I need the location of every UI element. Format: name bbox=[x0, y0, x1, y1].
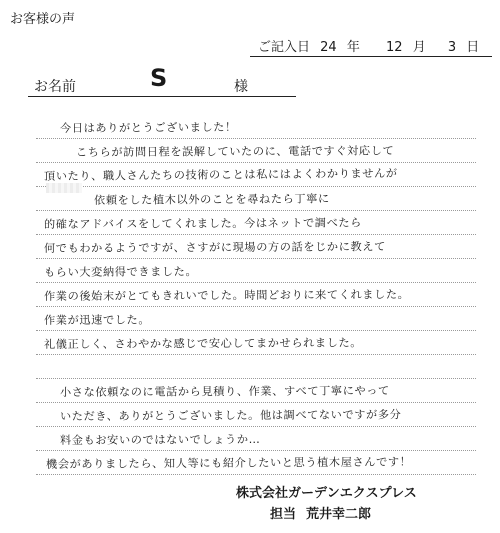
letter-line: 料金もお安いのではないでしょうか… bbox=[59, 432, 261, 447]
letter-line: 何でもわかるようですが、さすがに現場の方の話をじかに教えて bbox=[43, 240, 386, 255]
ruled-line bbox=[36, 354, 476, 355]
letter-line: 頂いたり、職人さんたちの技術のことは私にはよくわかりませんが bbox=[43, 166, 398, 183]
redacted-text bbox=[46, 183, 82, 193]
ruled-line bbox=[36, 426, 476, 427]
name-underline bbox=[28, 96, 296, 97]
ruled-line bbox=[36, 186, 476, 187]
date-year: 24 bbox=[320, 40, 337, 55]
letter-line: いただき、ありがとうございました。他は調べてないですが多分 bbox=[59, 408, 402, 423]
letter-line: 作業の後始末がとてもきれいでした。時間どおりに来てくれました。 bbox=[43, 288, 410, 303]
ruled-line bbox=[36, 138, 476, 139]
date-row bbox=[258, 36, 479, 55]
staff-role: 担当 bbox=[270, 507, 297, 522]
name-label: お名前 bbox=[34, 79, 76, 95]
ruled-line bbox=[36, 330, 476, 331]
letter-line: 今日はありがとうございました！ bbox=[59, 120, 237, 135]
date-month: 12 bbox=[386, 40, 403, 55]
letter-line: 機会がありましたら、知人等にも紹介したいと思う植木屋さんです！ bbox=[45, 455, 412, 471]
ruled-line bbox=[36, 162, 476, 163]
ruled-line bbox=[36, 210, 476, 211]
ruled-line bbox=[36, 474, 476, 475]
letter-line: 小さな依頼なのに電話から見積り、作業、すべて丁寧にやって bbox=[59, 384, 390, 399]
ruled-line bbox=[36, 282, 476, 283]
date-underline bbox=[250, 56, 492, 57]
staff-name: 荒井幸二郎 bbox=[306, 507, 372, 522]
year-unit: 年 bbox=[346, 40, 360, 55]
month-unit: 月 bbox=[412, 40, 426, 55]
form-title: お客様の声 bbox=[10, 12, 76, 27]
staff-credit bbox=[270, 503, 381, 522]
letter-line: もらい大変納得できました。 bbox=[43, 265, 198, 279]
date-day: 3 bbox=[447, 40, 457, 55]
company-name: 株式会社ガーデンエクスプレス bbox=[236, 486, 417, 501]
customer-name: S bbox=[150, 64, 168, 92]
name-suffix: 様 bbox=[234, 79, 248, 95]
letter-line: こちらが訪問日程を誤解していたのに、電話ですぐ対応して bbox=[75, 144, 395, 159]
letter-line: 作業が迅速でした。 bbox=[43, 313, 151, 327]
letter-line: 的確なアドバイスをしてくれました。今はネットで調べたら bbox=[43, 216, 362, 231]
letter-line: 礼儀正しく、さわやかな感じで安心してまかせられました。 bbox=[43, 336, 363, 351]
date-label: ご記入日 bbox=[258, 40, 311, 55]
ruled-line bbox=[36, 234, 476, 235]
day-unit: 日 bbox=[466, 40, 480, 55]
letter-line: 依頼をした植木以外のことを尋ねたら丁寧に bbox=[93, 192, 330, 207]
ruled-line bbox=[36, 378, 476, 379]
ruled-line bbox=[36, 258, 476, 259]
ruled-line bbox=[36, 450, 476, 451]
ruled-line bbox=[36, 306, 476, 307]
ruled-line bbox=[36, 402, 476, 403]
